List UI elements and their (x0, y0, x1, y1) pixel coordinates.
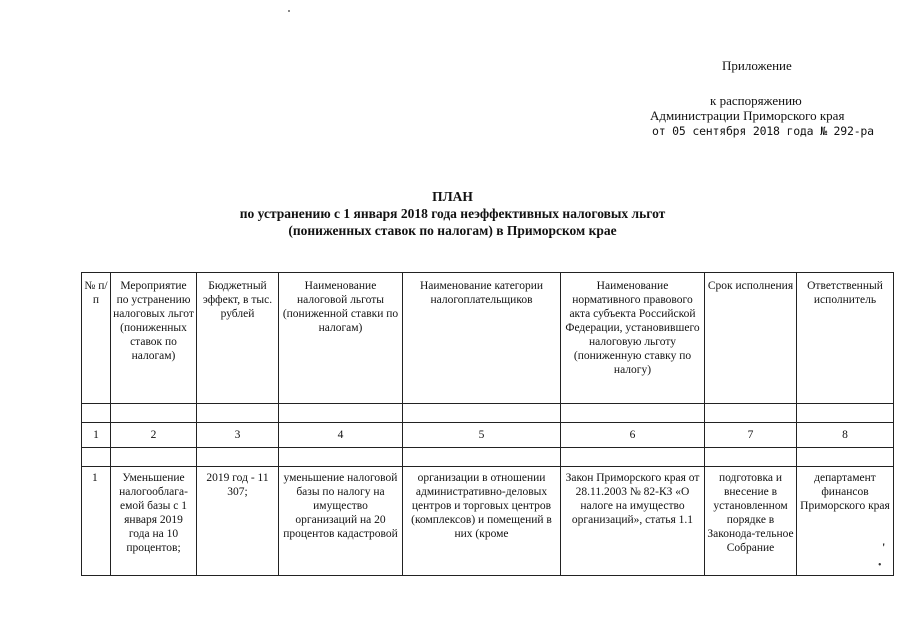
table-header-row (82, 273, 894, 404)
appendix-date-line: от 05 сентября 2018 года № 292-ра (652, 124, 874, 138)
scan-speck (288, 10, 290, 12)
column-number: 4 (279, 423, 403, 448)
column-number: 2 (111, 423, 197, 448)
column-number: 1 (82, 423, 111, 448)
spacer-cell (403, 448, 561, 467)
spacer-cell (279, 404, 403, 423)
spacer-cell (111, 404, 197, 423)
table-spacer-row (82, 448, 894, 467)
spacer-cell (111, 448, 197, 467)
column-number: 7 (705, 423, 797, 448)
margin-mark-secondary: • (878, 560, 883, 571)
column-number-row (82, 423, 894, 448)
cell-act: Закон Приморского края от 28.11.2003 № 82-КЗ «О налоге на имущество организаций», статья 1.1 (561, 467, 705, 576)
header-cell-num: № п/п (82, 273, 111, 404)
appendix-to-line: к распоряжению (710, 93, 802, 108)
column-number: 6 (561, 423, 705, 448)
spacer-cell (197, 448, 279, 467)
title-line-2: по устранению с 1 января 2018 года неэффективных налоговых льгот (239, 206, 666, 221)
plan-table (81, 272, 894, 576)
header-cell-effect: Бюджетный эффект, в тыс. рублей (197, 273, 279, 404)
table-row (82, 467, 894, 576)
appendix-org-line: Администрации Приморского края (650, 108, 845, 123)
spacer-cell (279, 448, 403, 467)
title-line-3: (пониженных ставок по налогам) в Приморском крае (288, 223, 617, 238)
cell-effect: 2019 год - 11 307; (197, 467, 279, 576)
column-number: 5 (403, 423, 561, 448)
header-cell-measure: Мероприятие по устранению налоговых льгот (пониженных ставок по налогам) (111, 273, 197, 404)
cell-executor: департамент финансов Приморского края (797, 467, 894, 576)
spacer-cell (705, 404, 797, 423)
spacer-cell (797, 404, 894, 423)
spacer-cell (403, 404, 561, 423)
header-cell-category: Наименование категории налогоплательщиков (403, 273, 561, 404)
cell-benefit: уменьшение налоговой базы по налогу на имущество организаций на 20 процентов кадастровой (279, 467, 403, 576)
spacer-cell (705, 448, 797, 467)
appendix-title: Приложение (722, 58, 792, 73)
header-cell-benefit: Наименование налоговой льготы (пониженной ставки по налогам) (279, 273, 403, 404)
cell-category: организации в отношении административно-деловых центров и торговых центров (комплексов) и помещений в них (кроме (403, 467, 561, 576)
spacer-cell (561, 448, 705, 467)
document-title (0, 188, 905, 239)
spacer-cell (197, 404, 279, 423)
column-number: 3 (197, 423, 279, 448)
spacer-cell (82, 404, 111, 423)
spacer-cell (561, 404, 705, 423)
spacer-cell (82, 448, 111, 467)
cell-measure: Уменьшение налогооблага-емой базы с 1 января 2019 года на 10 процентов; (111, 467, 197, 576)
header-cell-deadline: Срок исполнения (705, 273, 797, 404)
margin-mark: ' (882, 540, 886, 554)
cell-deadline: подготовка и внесение в установленном порядке в Законода-тельное Собрание (705, 467, 797, 576)
cell-num: 1 (82, 467, 111, 576)
table-spacer-row (82, 404, 894, 423)
column-number: 8 (797, 423, 894, 448)
spacer-cell (797, 448, 894, 467)
header-cell-executor: Ответственный исполнитель (797, 273, 894, 404)
title-line-1: ПЛАН (432, 189, 473, 204)
header-cell-act: Наименование нормативного правового акта субъекта Российской Федерации, установившего налоговую льготу (пониженную ставку по налогу) (561, 273, 705, 404)
